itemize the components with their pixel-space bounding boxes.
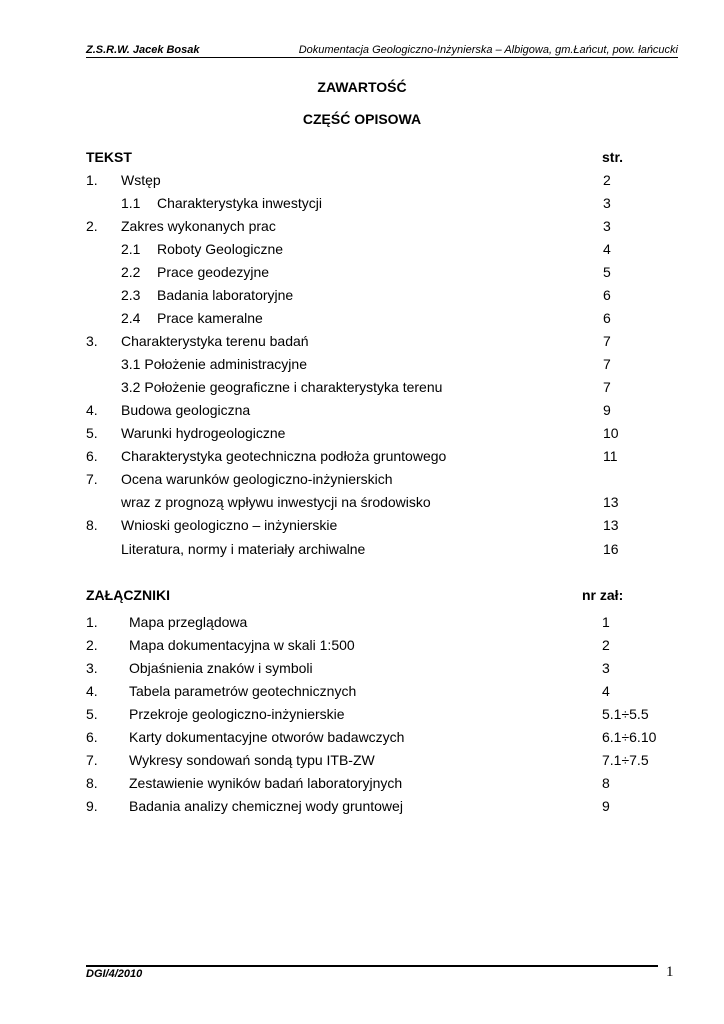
toc-label: Prace kameralne (157, 310, 263, 326)
toc-number: 2.1 (121, 241, 141, 257)
toc-row (0, 541, 724, 559)
toc-row (0, 517, 724, 535)
toc-page: 7 (603, 356, 611, 372)
toc-label: Charakterystyka terenu badań (121, 333, 309, 349)
toc-page: 16 (603, 541, 619, 557)
attachment-number: 6. (86, 729, 98, 745)
toc-number: 1. (86, 172, 98, 188)
attachment-ref: 4 (602, 683, 610, 699)
header-author: Z.S.R.W. Jacek Bosak (86, 44, 200, 56)
toc-page: 5 (603, 264, 611, 280)
toc-label: Wnioski geologiczno – inżynierskie (121, 517, 338, 533)
attachments-heading-row (0, 587, 724, 605)
toc-row (0, 448, 724, 466)
toc-page: 4 (603, 241, 611, 257)
text-section-heading-row (0, 149, 724, 167)
attachment-number: 5. (86, 706, 98, 722)
attachment-number: 7. (86, 752, 98, 768)
toc-number: 4. (86, 402, 98, 418)
attachment-row (0, 798, 724, 816)
toc-page: 10 (603, 425, 619, 441)
toc-page: 6 (603, 310, 611, 326)
toc-label: wraz z prognozą wpływu inwestycji na środowisko (121, 494, 431, 510)
attachment-row (0, 706, 724, 724)
attachment-number-heading: nr zał: (582, 587, 624, 603)
attachment-row (0, 683, 724, 701)
attachment-number: 1. (86, 614, 98, 630)
attachment-number: 4. (86, 683, 98, 699)
toc-row (0, 218, 724, 236)
attachment-row (0, 637, 724, 655)
toc-row (0, 402, 724, 420)
attachment-label: Wykresy sondowań sondą typu ITB-ZW (129, 752, 375, 768)
section-title: CZĘŚĆ OPISOWA (302, 111, 422, 127)
attachment-label: Badania analizy chemicznej wody gruntowej (129, 798, 403, 814)
toc-number: 7. (86, 471, 98, 487)
page-column-heading: str. (602, 149, 624, 165)
toc-page: 11 (603, 448, 618, 464)
toc-label: Badania laboratoryjne (157, 287, 294, 303)
attachment-ref: 3 (602, 660, 610, 676)
toc-row (0, 471, 724, 489)
attachment-ref: 1 (602, 614, 610, 630)
toc-number: 1.1 (121, 195, 141, 211)
toc-number: 2.2 (121, 264, 141, 280)
toc-label: Ocena warunków geologiczno-inżynierskich (121, 471, 393, 487)
header-doc-title: Dokumentacja Geologiczno-Inżynierska – Albigowa, gm.Łańcut, pow. łańcucki (298, 44, 678, 56)
toc-row (0, 494, 724, 512)
toc-page: 7 (603, 379, 611, 395)
toc-label: Roboty Geologiczne (157, 241, 284, 257)
toc-label: Zakres wykonanych prac (121, 218, 276, 234)
toc-label: 3.1 Położenie administracyjne (121, 356, 307, 372)
attachment-ref: 6.1÷6.10 (602, 729, 657, 745)
attachment-number: 9. (86, 798, 98, 814)
attachment-label: Przekroje geologiczno-inżynierskie (129, 706, 345, 722)
attachment-row (0, 614, 724, 632)
toc-number: 3. (86, 333, 98, 349)
page-number: 1 (666, 964, 674, 980)
toc-page: 6 (603, 287, 611, 303)
toc-row (0, 241, 724, 259)
footer-doc-code: DGI/4/2010 (86, 968, 143, 980)
attachment-ref: 7.1÷7.5 (602, 752, 649, 768)
toc-row (0, 264, 724, 282)
toc-label: Wstęp (121, 172, 161, 188)
toc-page: 13 (603, 517, 619, 533)
attachment-number: 3. (86, 660, 98, 676)
toc-row (0, 310, 724, 328)
toc-label: Literatura, normy i materiały archiwalne (121, 541, 366, 557)
toc-row (0, 425, 724, 443)
text-section-heading: TEKST (86, 149, 132, 165)
attachment-label: Tabela parametrów geotechnicznych (129, 683, 357, 699)
attachment-label: Karty dokumentacyjne otworów badawczych (129, 729, 405, 745)
toc-label: 3.2 Położenie geograficzne i charakterystyka terenu (121, 379, 443, 395)
toc-page: 2 (603, 172, 611, 188)
toc-page: 7 (603, 333, 611, 349)
toc-number: 2.3 (121, 287, 141, 303)
toc-page: 9 (603, 402, 611, 418)
toc-row (0, 356, 724, 374)
page-header (86, 44, 678, 58)
attachment-ref: 5.1÷5.5 (602, 706, 649, 722)
attachment-ref: 9 (602, 798, 610, 814)
attachment-ref: 8 (602, 775, 610, 791)
attachment-ref: 2 (602, 637, 610, 653)
toc-row (0, 379, 724, 397)
toc-label: Charakterystyka geotechniczna podłoża gruntowego (121, 448, 447, 464)
toc-page: 3 (603, 218, 611, 234)
toc-label: Charakterystyka inwestycji (157, 195, 322, 211)
toc-row (0, 195, 724, 213)
toc-page: 3 (603, 195, 611, 211)
contents-title: ZAWARTOŚĆ (317, 79, 407, 95)
attachments-heading: ZAŁĄCZNIKI (86, 587, 170, 603)
toc-row (0, 333, 724, 351)
toc-number: 6. (86, 448, 98, 464)
toc-label: Budowa geologiczna (121, 402, 251, 418)
toc-page: 13 (603, 494, 619, 510)
attachment-number: 8. (86, 775, 98, 791)
attachment-row (0, 775, 724, 793)
toc-label: Prace geodezyjne (157, 264, 270, 280)
attachment-row (0, 729, 724, 747)
attachment-label: Zestawienie wyników badań laboratoryjnych (129, 775, 403, 791)
attachment-label: Mapa przeglądowa (129, 614, 248, 630)
toc-number: 8. (86, 517, 98, 533)
footer-divider (86, 965, 658, 967)
toc-number: 2. (86, 218, 98, 234)
toc-row (0, 287, 724, 305)
header-divider (86, 57, 678, 58)
attachment-number: 2. (86, 637, 98, 653)
toc-row (0, 172, 724, 190)
attachment-row (0, 752, 724, 770)
attachment-row (0, 660, 724, 678)
toc-number: 5. (86, 425, 98, 441)
toc-number: 2.4 (121, 310, 141, 326)
attachment-label: Mapa dokumentacyjna w skali 1:500 (129, 637, 355, 653)
toc-label: Warunki hydrogeologiczne (121, 425, 286, 441)
attachment-label: Objaśnienia znaków i symboli (129, 660, 313, 676)
